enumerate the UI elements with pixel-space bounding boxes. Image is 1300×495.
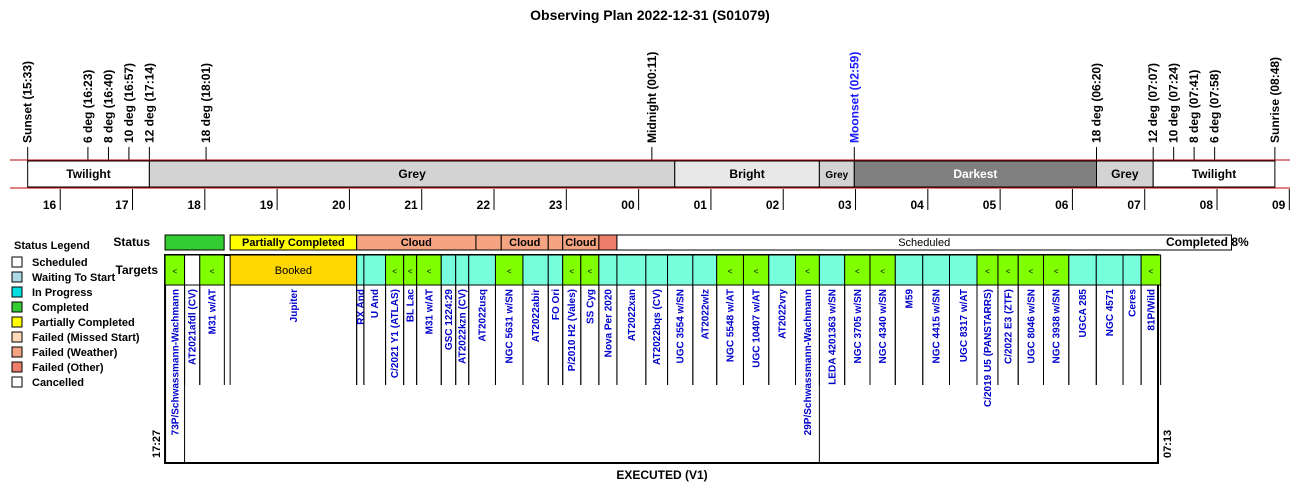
- hour-tick-label: 08: [1199, 198, 1214, 212]
- event-label: 6 deg (16:23): [80, 69, 95, 143]
- legend-swatch: [12, 362, 22, 372]
- target-name: NGC 5548 w/AT: [725, 289, 737, 363]
- sky-segment-label: Bright: [729, 167, 765, 181]
- target-name: GSC 1224:29: [443, 289, 455, 351]
- target-name: UGC 8046 w/SN: [1026, 289, 1038, 364]
- target-name: AT2021afdl (CV): [187, 289, 199, 365]
- target-name: NGC 4415 w/SN: [931, 289, 943, 364]
- target-marker: <: [1148, 267, 1154, 276]
- legend-swatch: [12, 302, 22, 312]
- status-segment-label: Cloud: [509, 237, 541, 249]
- target-name: Jupiter: [288, 289, 300, 323]
- target-name: UGCA 285: [1078, 289, 1090, 338]
- target-block[interactable]: [364, 255, 386, 285]
- status-row: [165, 235, 1231, 250]
- target-name: 73P/Schwassmann-Wachmann: [170, 289, 182, 436]
- legend-swatch: [12, 272, 22, 282]
- target-name: AT2022kzn (CV): [457, 289, 469, 364]
- target-block[interactable]: [456, 255, 469, 285]
- hour-tick-label: 21: [404, 198, 418, 212]
- target-marker: <: [854, 267, 860, 276]
- target-block[interactable]: [1123, 255, 1141, 285]
- status-row-label: Status: [113, 235, 150, 249]
- status-segment-label: Partially Completed: [242, 237, 345, 249]
- target-block[interactable]: [548, 255, 562, 285]
- legend-item-label: Completed: [32, 302, 89, 314]
- target-name: M31 w/AT: [207, 289, 219, 335]
- legend-item-label: Cancelled: [32, 377, 84, 389]
- target-name: M31 w/AT: [424, 289, 436, 335]
- legend-item-label: Failed (Weather): [32, 347, 118, 359]
- target-block[interactable]: [646, 255, 668, 285]
- target-name: LEDA 4201363 w/SN: [827, 289, 839, 385]
- target-block[interactable]: [769, 255, 796, 285]
- hour-tick-label: 01: [693, 198, 707, 212]
- target-name: AT2022vry: [777, 289, 789, 339]
- legend-item-label: Failed (Missed Start): [32, 332, 140, 344]
- target-name: NGC 3705 w/SN: [852, 289, 864, 364]
- target-marker: <: [172, 267, 178, 276]
- sky-segment-label: Grey: [398, 167, 426, 181]
- hour-tick-label: 00: [621, 198, 635, 212]
- event-label: 6 deg (07:58): [1207, 69, 1222, 143]
- target-name: C/2021 Y1 (ATLAS): [390, 289, 402, 379]
- target-marker: <: [587, 267, 593, 276]
- hour-tick-label: 17: [115, 198, 129, 212]
- hour-tick-label: 03: [838, 198, 852, 212]
- target-name: C/2019 U5 (PANSTARRS): [982, 289, 994, 407]
- target-block[interactable]: [357, 255, 364, 285]
- target-marker: <: [392, 267, 397, 276]
- target-name: AT2022wlz: [700, 289, 712, 340]
- target-block[interactable]: [693, 255, 717, 285]
- target-name: SS Cyg: [585, 289, 597, 325]
- target-marker: <: [209, 267, 215, 276]
- legend-swatch: [12, 257, 22, 267]
- target-marker: <: [805, 267, 810, 276]
- target-name: 81P/Wild: [1146, 289, 1158, 331]
- hour-axis: [43, 189, 1289, 212]
- target-name: M59: [904, 289, 916, 309]
- target-name: BL Lac: [405, 289, 417, 323]
- legend-swatch: [12, 347, 22, 357]
- target-block[interactable]: [950, 255, 977, 285]
- target-block[interactable]: [668, 255, 693, 285]
- target-name: UGC 3554 w/SN: [675, 289, 687, 364]
- target-marker: <: [426, 267, 432, 276]
- legend-swatch: [12, 317, 22, 327]
- target-marker: <: [727, 267, 733, 276]
- event-label: Sunrise (08:48): [1267, 56, 1282, 143]
- target-name: AT2022xan: [626, 289, 638, 342]
- target-block[interactable]: [895, 255, 922, 285]
- target-marker: <: [880, 267, 885, 276]
- event-label: 10 deg (07:24): [1166, 62, 1181, 143]
- target-name: Ceres: [1127, 289, 1139, 317]
- target-block[interactable]: [469, 255, 496, 285]
- target-name: AT2022abir: [531, 289, 543, 343]
- hour-tick-label: 20: [332, 198, 346, 212]
- target-block[interactable]: [819, 255, 844, 285]
- hour-tick-label: 23: [548, 198, 563, 212]
- status-segment: [599, 235, 617, 250]
- event-label: Moonset (02:59): [847, 51, 862, 143]
- hour-tick-label: 22: [476, 198, 491, 212]
- hour-tick-label: 07: [1127, 198, 1141, 212]
- end-time-label: 07:13: [1162, 429, 1174, 458]
- target-name: C/2022 E3 (ZTF): [1003, 289, 1015, 365]
- legend-swatch: [12, 287, 22, 297]
- legend-item-label: In Progress: [32, 287, 93, 299]
- target-name: UGC 10407 w/AT: [751, 289, 763, 368]
- hour-tick-label: 06: [1055, 198, 1069, 212]
- legend-swatch: [12, 332, 22, 342]
- legend-item-label: Failed (Other): [32, 362, 104, 374]
- status-segment-label: Cloud: [400, 237, 432, 249]
- target-name: NGC 4340 w/SN: [878, 289, 890, 364]
- target-marker: <: [569, 267, 575, 276]
- status-segment: [548, 235, 562, 250]
- start-time-label: 17:27: [151, 429, 163, 458]
- target-name: 29P/Schwassmann-Wachmann: [802, 289, 814, 436]
- event-label: 18 deg (18:01): [199, 62, 214, 143]
- target-name: AT2022bqs (CV): [652, 289, 664, 365]
- target-name: RX And: [355, 289, 367, 325]
- event-label: 10 deg (16:57): [121, 62, 136, 143]
- sky-segment-label: Twilight: [66, 167, 111, 181]
- event-label: 8 deg (16:40): [101, 69, 116, 143]
- plan-title: Observing Plan 2022-12-31 (S01079): [530, 7, 770, 23]
- completed-percent: Completed 8%: [1166, 235, 1249, 249]
- target-marker: <: [407, 267, 413, 276]
- target-name: U And: [370, 289, 382, 319]
- status-segment-label: Scheduled: [898, 237, 951, 249]
- executed-label: EXECUTED (V1): [616, 468, 708, 482]
- target-marker: <: [1005, 267, 1011, 276]
- hour-tick-label: 04: [910, 198, 924, 212]
- hour-tick-label: 18: [187, 198, 201, 212]
- booked-label: Booked: [274, 265, 313, 277]
- legend-item-label: Scheduled: [32, 257, 88, 269]
- target-block[interactable]: [185, 255, 200, 285]
- hour-tick-label: 09: [1271, 198, 1286, 212]
- event-label: 18 deg (06:20): [1089, 62, 1104, 143]
- target-marker: <: [985, 267, 990, 276]
- event-label: 12 deg (17:14): [142, 62, 157, 143]
- event-markers: [21, 52, 1282, 163]
- target-name: P/2010 H2 (Vales): [567, 289, 579, 372]
- target-name: UGC 8317 w/AT: [958, 289, 970, 363]
- legend-title: Status Legend: [14, 240, 90, 252]
- target-block[interactable]: [599, 255, 617, 285]
- legend-item-label: Partially Completed: [32, 317, 135, 329]
- target-name: FO Ori: [550, 289, 562, 321]
- event-label: Sunset (15:33): [20, 60, 35, 143]
- target-marker: <: [753, 267, 759, 276]
- event-label: 12 deg (07:07): [1146, 62, 1161, 143]
- target-block[interactable]: [1069, 255, 1096, 285]
- target-block[interactable]: [523, 255, 548, 285]
- target-name: AT2022usq: [477, 289, 489, 342]
- status-segment: [476, 235, 501, 250]
- target-name: NGC 4571: [1105, 289, 1117, 337]
- hour-tick-label: 02: [765, 198, 780, 212]
- legend-item-label: Waiting To Start: [32, 272, 116, 284]
- target-name: Nova Per 2020: [603, 289, 615, 358]
- sky-segment-label: Grey: [1111, 167, 1139, 181]
- event-label: 8 deg (07:41): [1187, 69, 1202, 143]
- target-marker: <: [506, 267, 512, 276]
- legend-swatch: [12, 377, 22, 387]
- sky-segment-label: Darkest: [953, 167, 998, 181]
- sky-segment-label: Grey: [825, 170, 849, 181]
- target-block[interactable]: [441, 255, 455, 285]
- target-name: NGC 5631 w/SN: [504, 289, 516, 364]
- event-label: Midnight (00:11): [644, 51, 659, 143]
- hour-tick-label: 05: [982, 198, 997, 212]
- sky-segment-label: Twilight: [1191, 167, 1237, 181]
- targets-row-label: Targets: [115, 263, 158, 277]
- sky-condition-bar: [10, 160, 1290, 188]
- target-marker: <: [1028, 267, 1034, 276]
- target-block[interactable]: [617, 255, 646, 285]
- hour-tick-label: 16: [42, 198, 57, 212]
- target-block[interactable]: [923, 255, 950, 285]
- status-segment: [165, 235, 224, 250]
- status-segment-label: Cloud: [565, 237, 597, 249]
- targets-row: [165, 255, 1161, 463]
- target-marker: <: [1053, 267, 1059, 276]
- target-block[interactable]: [1096, 255, 1123, 285]
- target-name: NGC 3938 w/SN: [1051, 289, 1063, 364]
- hour-tick-label: 19: [259, 198, 274, 212]
